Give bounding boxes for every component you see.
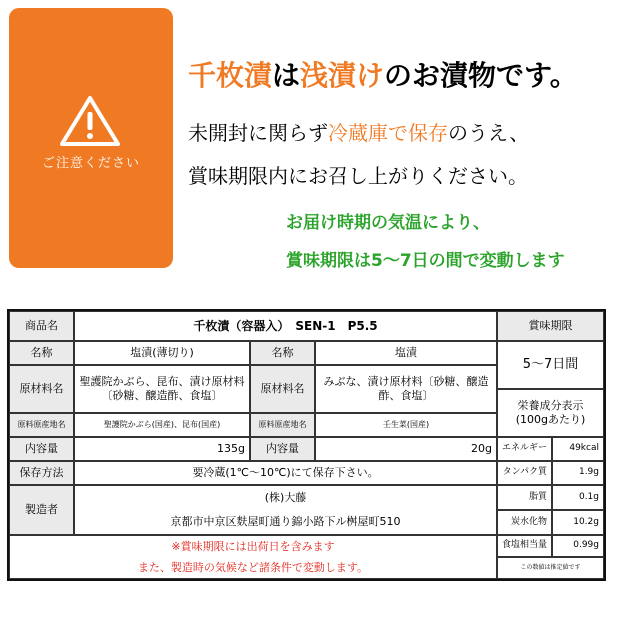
nutrition-subtitle: (100gあたり) [515, 413, 586, 426]
storage-label: 保存方法 [9, 461, 74, 485]
warning-triangle-icon [59, 95, 121, 147]
nutrition-label-salt: 食塩相当量 [497, 535, 552, 557]
temperature-note-line2: 賞味期限は5～7日の間で変動します [286, 251, 565, 271]
storage-value: 要冷蔵(1℃～10℃)にて保存下さい。 [74, 461, 497, 485]
ingredients-value-2: みぶな、漬け原材料〔砂糖、醸造酢、食塩〕 [315, 365, 497, 413]
product-label-table [7, 309, 606, 581]
headline-text-1: は [272, 59, 301, 92]
name-label-1: 名称 [9, 341, 74, 365]
ingredients-label-2: 原材料名 [250, 365, 315, 413]
temperature-note-line1: お届け時期の気温により、 [286, 213, 490, 233]
ingredients-value-1: 聖護院かぶら、昆布、漬け原材料〔砂糖、醸造酢、食塩〕 [74, 365, 250, 413]
headline-highlight: 浅漬け [300, 59, 385, 92]
name-value-1: 塩漬(薄切り) [74, 341, 250, 365]
product-name-label: 商品名 [9, 311, 74, 341]
note-line2: また、製造時の気候など諸条件で変動します。 [137, 560, 369, 574]
nutrition-value-fat: 0.1g [552, 485, 604, 510]
origin-value-2: 壬生菜(国産) [315, 413, 497, 437]
storage-instruction-text-2: のうえ、 [448, 121, 530, 145]
caution-box [9, 8, 173, 268]
maker-name: (株)大藤 [264, 491, 307, 505]
consume-instruction: 賞味期限内にお召し上がりください。 [188, 164, 528, 188]
origin-value-1: 聖護院かぶら(国産)、昆布(国産) [74, 413, 250, 437]
content-label-1: 内容量 [9, 437, 74, 461]
content-label-2: 内容量 [250, 437, 315, 461]
origin-label-1: 原料原産地名 [9, 413, 74, 437]
nutrition-value-carbs: 10.2g [552, 510, 604, 535]
nutrition-label-energy: エネルギー [497, 437, 552, 461]
storage-instruction-text-1: 未開封に関らず [188, 121, 328, 145]
headline [188, 54, 578, 94]
expiry-value: 5～7日間 [497, 341, 604, 389]
content-value-2: 20g [315, 437, 497, 461]
nutrition-label-fat: 脂質 [497, 485, 552, 510]
nutrition-label-protein: タンパク質 [497, 461, 552, 485]
nutrition-footnote: この数値は推定値です [497, 557, 604, 579]
nutrition-label-carbs: 炭水化物 [497, 510, 552, 535]
storage-instruction-highlight: 冷蔵庫で保存 [328, 121, 448, 145]
nutrition-value-protein: 1.9g [552, 461, 604, 485]
storage-instruction [188, 117, 529, 146]
expiry-label: 賞味期限 [497, 311, 604, 341]
nutrition-value-energy: 49kcal [552, 437, 604, 461]
ingredients-label-1: 原材料名 [9, 365, 74, 413]
caution-label: ご注意ください [41, 156, 140, 171]
origin-label-2: 原料原産地名 [250, 413, 315, 437]
maker-address: 京都市中京区麩屋町通り錦小路下ル桝屋町510 [170, 515, 401, 529]
product-name-value: 千枚漬（容器入） SEN-1 P5.5 [74, 311, 497, 341]
name-label-2: 名称 [250, 341, 315, 365]
note-box [9, 535, 497, 579]
note-line1: ※賞味期限には出荷日を含みます [171, 539, 335, 553]
maker-label: 製造者 [9, 485, 74, 535]
nutrition-header [497, 389, 604, 437]
maker-value [74, 485, 497, 535]
headline-text-2: のお漬物です。 [384, 59, 578, 92]
nutrition-value-salt: 0.99g [552, 535, 604, 557]
nutrition-title: 栄養成分表示 [517, 399, 584, 413]
content-value-1: 135g [74, 437, 250, 461]
name-value-2: 塩漬 [315, 341, 497, 365]
headline-product: 千枚漬 [188, 59, 273, 92]
